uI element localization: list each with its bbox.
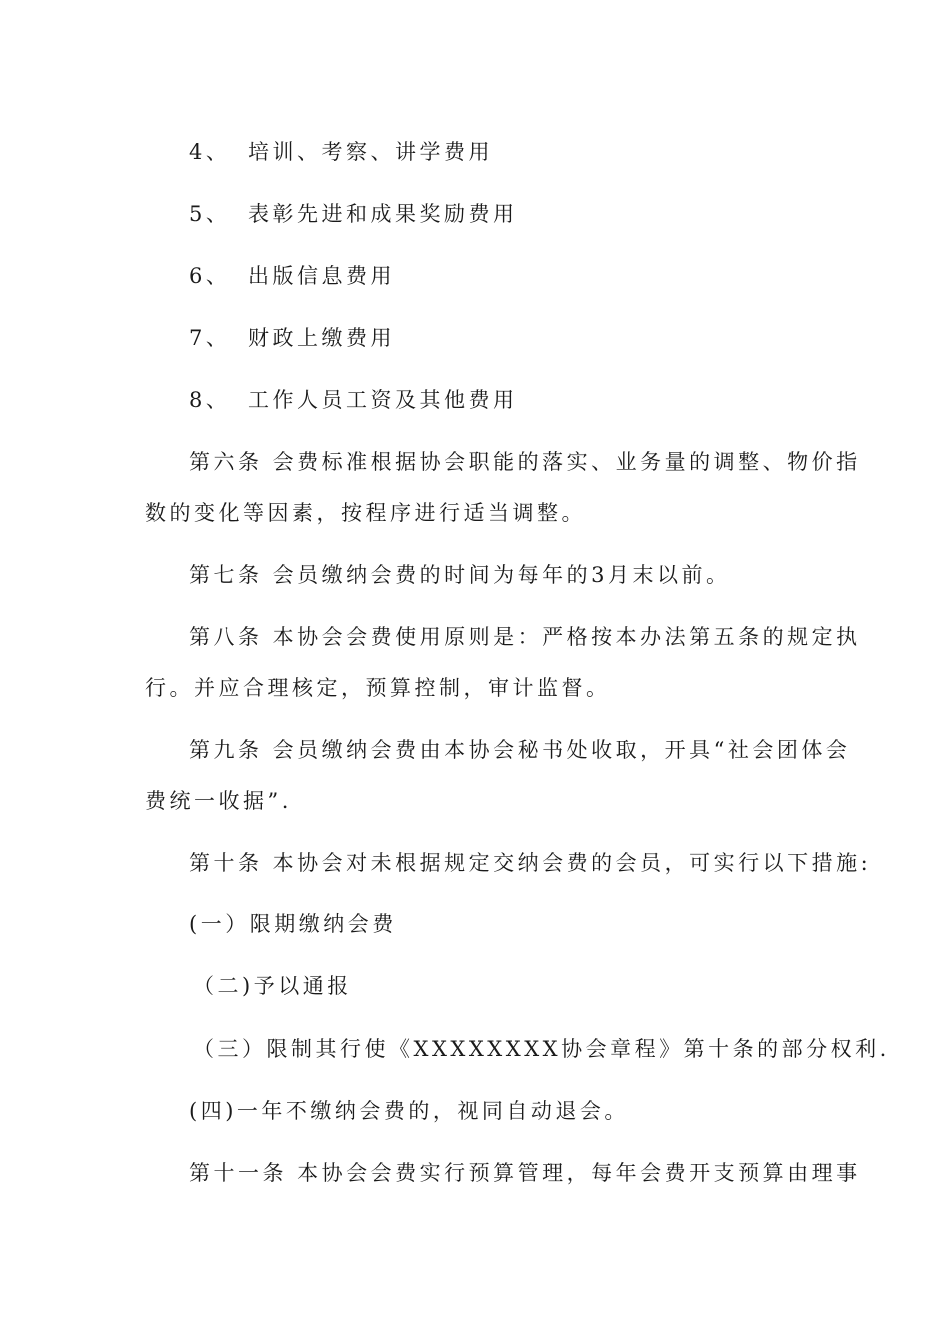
list-item-text: 工作人员工资及其他费用 [248,388,518,412]
article-6-line-2: 数的变化等因素，按程序进行适当调整。 [145,501,586,525]
article-8-line-1: 第八条 本协会会费使用原则是：严格按本办法第五条的规定执 [189,625,861,649]
list-item-text: 培训、考察、讲学费用 [248,140,493,164]
article-9-line-2: 费统一收据”. [145,789,292,813]
article-10-line-1: 第十条 本协会对未根据规定交纳会费的会员，可实行以下措施: [189,851,872,875]
article-7-line-1: 第七条 会员缴纳会费的时间为每年的3月末以前。 [189,563,731,587]
list-item-text: 表彰先进和成果奖励费用 [248,202,518,226]
article-9-line-1: 第九条 会员缴纳会费由本协会秘书处收取，开具“社会团体会 [189,738,851,762]
measure-4: (四)一年不缴纳会费的，视同自动退会。 [189,1099,629,1123]
list-item-text: 财政上缴费用 [248,326,395,350]
list-item-number: 8、 [189,388,231,412]
measure-3: （三）限制其行使《XXXXXXXX协会章程》第十条的部分权利. [193,1037,890,1061]
article-11-line-1: 第十一条 本协会会费实行预算管理，每年会费开支预算由理事 [189,1161,861,1185]
list-item-number: 5、 [189,202,231,226]
list-item-number: 6、 [189,264,231,288]
list-item-number: 7、 [189,326,231,350]
measure-1: (一）限期缴纳会费 [189,912,397,936]
article-8-line-2: 行。并应合理核定，预算控制，审计监督。 [145,676,611,700]
list-item-text: 出版信息费用 [248,264,395,288]
list-item-number: 4、 [189,140,231,164]
measure-2: （二)予以通报 [193,974,352,998]
article-6-line-1: 第六条 会费标准根据协会职能的落实、业务量的调整、物价指 [189,450,861,474]
